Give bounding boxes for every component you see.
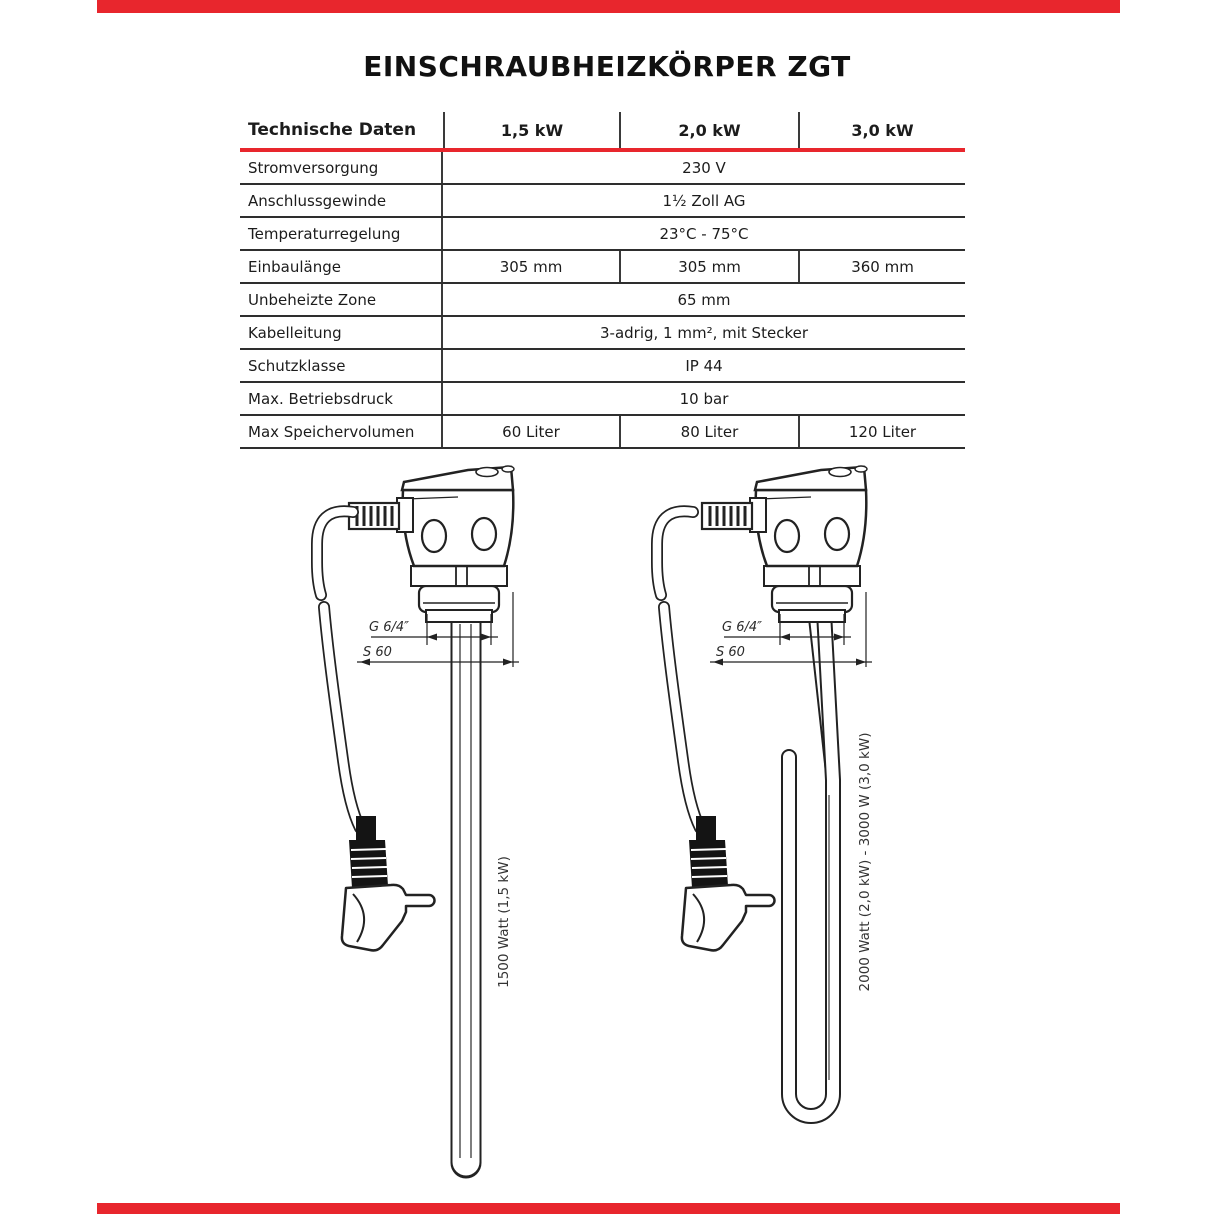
row-value: 1½ Zoll AG	[662, 191, 746, 210]
row-label: Schutzklasse	[240, 350, 443, 381]
row-label: Einbaulänge	[240, 251, 443, 282]
power-label-left: 1500 Watt (1,5 kW)	[496, 856, 512, 988]
row-label: Unbeheizte Zone	[240, 284, 443, 315]
row-value: IP 44	[685, 356, 723, 375]
page-title: EINSCHRAUBHEIZKÖRPER ZGT	[363, 50, 851, 83]
row-value: 230 V	[682, 158, 726, 177]
row-label: Kabelleitung	[240, 317, 443, 348]
heating-rod-left	[460, 604, 471, 1163]
row-value-1: 305 mm	[499, 257, 563, 276]
row-label: Max. Betriebsdruck	[240, 383, 443, 414]
table-header-label: Technische Daten	[248, 120, 417, 140]
heating-loop-right	[789, 612, 833, 1116]
heater-drawing-right	[657, 466, 873, 1116]
row-value: 23°C - 75°C	[659, 224, 749, 243]
row-value-3: 360 mm	[798, 251, 965, 282]
heater-head-right	[702, 466, 867, 622]
heater-drawing-left	[317, 466, 519, 1163]
row-value: 65 mm	[677, 290, 731, 309]
thread-dimension-label-right: G 6/4″	[722, 620, 762, 635]
heater-head-left	[349, 466, 514, 622]
power-cable-plug-right	[657, 511, 775, 950]
wrench-dimension-label-left: S 60	[363, 645, 392, 660]
table-header-col-1: 1,5 kW	[443, 112, 619, 148]
table-header-col-3: 3,0 kW	[798, 112, 965, 148]
wrench-dimension-label-right: S 60	[716, 645, 745, 660]
row-label: Max Speichervolumen	[240, 416, 443, 447]
row-value-3: 120 Liter	[798, 416, 965, 447]
row-label: Temperaturregelung	[240, 218, 443, 249]
row-label: Anschlussgewinde	[240, 185, 443, 216]
row-value-1: 60 Liter	[502, 422, 560, 441]
table-header-col-2: 2,0 kW	[619, 112, 798, 148]
row-value-2: 305 mm	[619, 251, 798, 282]
thread-dimension-label-left: G 6/4″	[369, 620, 409, 635]
power-label-right: 2000 Watt (2,0 kW) - 3000 W (3,0 kW)	[857, 732, 873, 992]
row-value: 10 bar	[679, 389, 729, 408]
row-value-2: 80 Liter	[619, 416, 798, 447]
row-value: 3-adrig, 1 mm², mit Stecker	[599, 323, 808, 342]
row-label: Stromversorgung	[240, 152, 443, 183]
